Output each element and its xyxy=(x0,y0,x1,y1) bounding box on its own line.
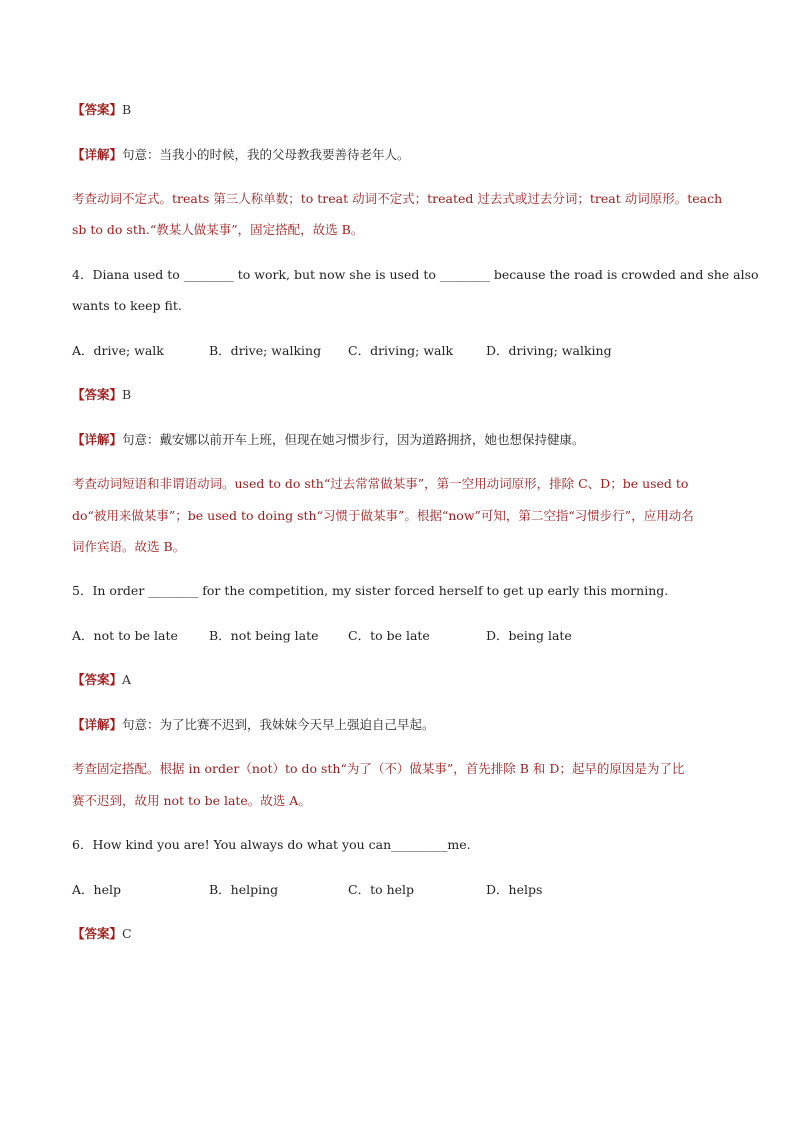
detail-text: 句意：当我小的时候，我的父母教我要善待老年人。 xyxy=(122,147,410,162)
answer-tag: 【答案】 xyxy=(72,672,123,687)
analysis-line: 赛不迟到，故用 not to be late。故选 A。 xyxy=(72,793,311,808)
analysis-line: sb to do sth.“教某人做某事”，固定搭配，故选 B。 xyxy=(72,222,364,237)
question-text: 4．Diana used to ________ to work, but now she is used to ________ because the road is crowded and she also xyxy=(72,267,759,282)
option-d: D．helps xyxy=(486,882,543,897)
option-b: B．not being late xyxy=(209,628,319,643)
option-c: C．driving; walk xyxy=(348,343,454,358)
answer-value: A xyxy=(122,672,132,687)
detail-line xyxy=(72,147,732,163)
answer-value: B xyxy=(122,102,132,117)
detail-tag: 【详解】 xyxy=(72,147,123,162)
question-text: 5．In order ________ for the competition, my sister forced herself to get up early this morning. xyxy=(72,583,669,598)
analysis-line: 考查动词不定式。treats 第三人称单数；to treat 动词不定式；treated 过去式或过去分词；treat 动词原形。teach xyxy=(72,191,723,206)
answer-line xyxy=(72,672,732,688)
detail-text: 句意：为了比赛不迟到，我妹妹今天早上强迫自己早起。 xyxy=(122,717,435,732)
detail-tag: 【详解】 xyxy=(72,717,123,732)
answer-value: C xyxy=(122,926,132,941)
question-text: 6．How kind you are! You always do what you can_________me. xyxy=(72,837,471,852)
analysis-line: do“被用来做某事”；be used to doing sth“习惯于做某事”。根据“now”可知，第二空指“习惯步行”，应用动名 xyxy=(72,508,694,523)
option-c: C．to be late xyxy=(348,628,430,643)
option-a: A．not to be late xyxy=(72,628,178,643)
option-c: C．to help xyxy=(348,882,415,897)
detail-tag: 【详解】 xyxy=(72,432,123,447)
option-d: D．driving; walking xyxy=(486,343,612,358)
analysis-line: 考查固定搭配。根据 in order（not）to do sth“为了（不）做某事”，首先排除 B 和 D；起早的原因是为了比 xyxy=(72,761,685,776)
answer-line xyxy=(72,926,732,942)
analysis-line: 考查动词短语和非谓语动词。used to do sth“过去常常做某事”，第一空用动词原形，排除 C、D；be used to xyxy=(72,476,689,491)
question-text: wants to keep fit. xyxy=(72,298,182,313)
answer-tag: 【答案】 xyxy=(72,102,123,117)
answer-value: B xyxy=(122,387,132,402)
option-d: D．being late xyxy=(486,628,572,643)
answer-line xyxy=(72,387,732,403)
option-b: B．drive; walking xyxy=(209,343,322,358)
option-b: B．helping xyxy=(209,882,279,897)
option-a: A．help xyxy=(72,882,121,897)
answer-tag: 【答案】 xyxy=(72,926,123,941)
analysis-line: 词作宾语。故选 B。 xyxy=(72,539,186,554)
answer-tag: 【答案】 xyxy=(72,387,123,402)
detail-text: 句意：戴安娜以前开车上班，但现在她习惯步行，因为道路拥挤，她也想保持健康。 xyxy=(122,432,585,447)
option-a: A．drive; walk xyxy=(72,343,164,358)
detail-line xyxy=(72,717,732,733)
answer-line xyxy=(72,102,732,118)
detail-line xyxy=(72,432,732,448)
